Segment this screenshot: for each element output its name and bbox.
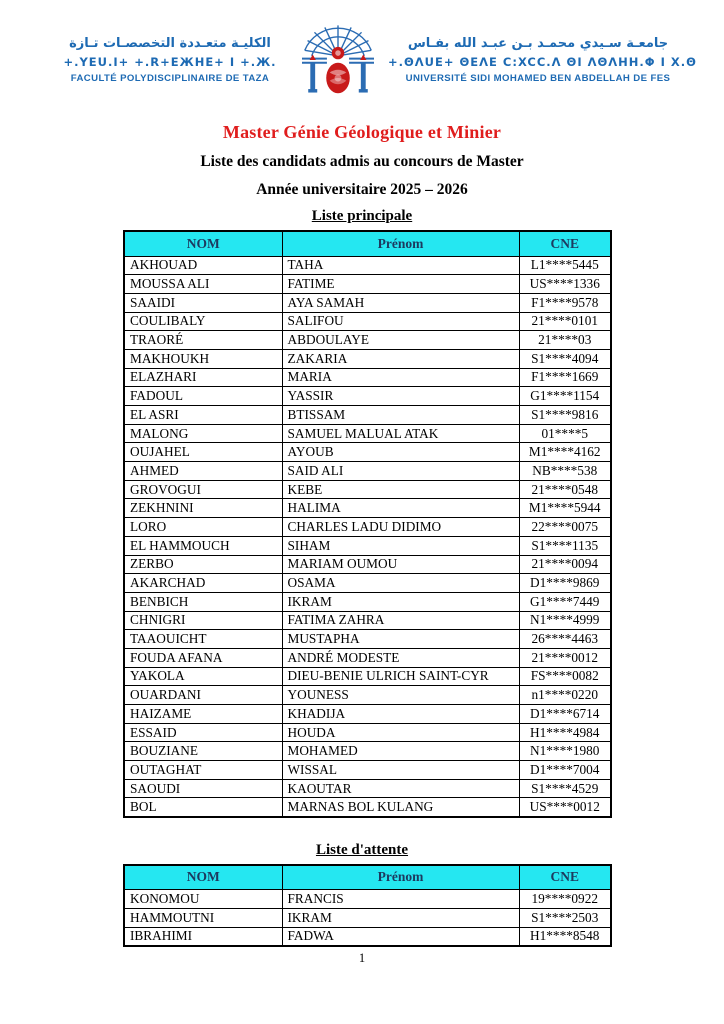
cell-cne: H1****4984 — [519, 723, 611, 742]
cell-cne: n1****0220 — [519, 686, 611, 705]
cell-nom: SAAIDI — [124, 293, 282, 312]
cell-prenom: FATIME — [282, 275, 519, 294]
cell-cne: NB****538 — [519, 462, 611, 481]
cell-cne: 21****03 — [519, 331, 611, 350]
cell-cne: US****0012 — [519, 798, 611, 817]
cell-prenom: YOUNESS — [282, 686, 519, 705]
cell-nom: BENBICH — [124, 592, 282, 611]
program-title: Master Génie Géologique et Minier — [222, 122, 502, 142]
table-row — [124, 779, 611, 798]
cell-nom: FADOUL — [124, 387, 282, 406]
table-row — [124, 331, 611, 350]
cell-cne: S1****1135 — [519, 536, 611, 555]
table-row — [124, 406, 611, 425]
cell-nom: EL ASRI — [124, 406, 282, 425]
cell-prenom: ANDRÉ MODESTE — [282, 648, 519, 667]
cell-prenom: MUSTAPHA — [282, 630, 519, 649]
cell-cne: F1****9578 — [519, 293, 611, 312]
cell-cne: 21****0012 — [519, 648, 611, 667]
cell-cne: S1****4529 — [519, 779, 611, 798]
cell-cne: US****1336 — [519, 275, 611, 294]
cell-cne: S1****9816 — [519, 406, 611, 425]
cell-nom: YAKOLA — [124, 667, 282, 686]
column-header-prenom: Prénom — [282, 231, 519, 256]
cell-nom: GROVOGUI — [124, 480, 282, 499]
table-row — [124, 742, 611, 761]
table-row — [124, 574, 611, 593]
cell-nom: OUJAHEL — [124, 443, 282, 462]
table-row — [124, 798, 611, 817]
cell-cne: FS****0082 — [519, 667, 611, 686]
cell-nom: CHNIGRI — [124, 611, 282, 630]
cell-nom: BOUZIANE — [124, 742, 282, 761]
cell-nom: SAOUDI — [124, 779, 282, 798]
column-header-nom: NOM — [124, 231, 282, 256]
cell-prenom: FATIMA ZAHRA — [282, 611, 519, 630]
cell-prenom: ABDOULAYE — [282, 331, 519, 350]
table-row — [124, 648, 611, 667]
cell-nom: MALONG — [124, 424, 282, 443]
cell-cne: D1****7004 — [519, 761, 611, 780]
cell-prenom: HOUDA — [282, 723, 519, 742]
cell-nom: COULIBALY — [124, 312, 282, 331]
faculty-name-tifinagh: +.YEU.I+ +.R+EЖHE+ I +.Ж. — [63, 54, 277, 69]
university-logo — [294, 24, 382, 96]
cell-prenom: MARIAM OUMOU — [282, 555, 519, 574]
cell-prenom: KEBE — [282, 480, 519, 499]
table-row — [124, 927, 611, 946]
waiting-list-label: Liste d'attente — [315, 841, 409, 858]
cell-prenom: SALIFOU — [282, 312, 519, 331]
cell-nom: ZERBO — [124, 555, 282, 574]
table-row — [124, 705, 611, 724]
cell-prenom: TAHA — [282, 256, 519, 275]
cell-prenom: WISSAL — [282, 761, 519, 780]
main-list-table — [123, 230, 612, 818]
cell-cne: M1****4162 — [519, 443, 611, 462]
table-row — [124, 256, 611, 275]
university-emblem-icon — [296, 24, 380, 96]
cell-cne: 01****5 — [519, 424, 611, 443]
table-row — [124, 611, 611, 630]
faculty-block — [52, 36, 288, 85]
institution-header — [52, 24, 697, 96]
cell-nom: ELAZHARI — [124, 368, 282, 387]
university-name-french: UNIVERSITÉ SIDI MOHAMED BEN ABDELLAH DE FES — [405, 72, 671, 84]
cell-prenom: SIHAM — [282, 536, 519, 555]
table-row — [124, 443, 611, 462]
table-row — [124, 349, 611, 368]
table-row — [124, 555, 611, 574]
cell-prenom: IKRAM — [282, 592, 519, 611]
cell-nom: TRAORÉ — [124, 331, 282, 350]
table-row — [124, 518, 611, 537]
cell-prenom: OSAMA — [282, 574, 519, 593]
cell-cne: D1****6714 — [519, 705, 611, 724]
main-list-body — [124, 256, 611, 817]
table-row — [124, 667, 611, 686]
cell-nom: ESSAID — [124, 723, 282, 742]
cell-nom: BOL — [124, 798, 282, 817]
table-row — [124, 761, 611, 780]
cell-prenom: CHARLES LADU DIDIMO — [282, 518, 519, 537]
cell-nom: MAKHOUKH — [124, 349, 282, 368]
university-name-tifinagh: +.ΘΛUE+ ΘEΛE C:XCC.Λ ΘI ΛΘΛHH.Φ I X.Θ — [388, 54, 697, 69]
cell-nom: OUTAGHAT — [124, 761, 282, 780]
document-subtitle: Liste des candidats admis au concours de Master — [200, 153, 524, 170]
cell-cne: 26****4463 — [519, 630, 611, 649]
cell-cne: N1****4999 — [519, 611, 611, 630]
cell-prenom: SAMUEL MALUAL ATAK — [282, 424, 519, 443]
table-row — [124, 536, 611, 555]
table-row — [124, 890, 611, 909]
cell-nom: OUARDANI — [124, 686, 282, 705]
table-row — [124, 275, 611, 294]
column-header-nom: NOM — [124, 865, 282, 890]
cell-nom: FOUDA AFANA — [124, 648, 282, 667]
cell-nom: HAMMOUTNI — [124, 908, 282, 927]
table-row — [124, 686, 611, 705]
cell-prenom: HALIMA — [282, 499, 519, 518]
cell-prenom: BTISSAM — [282, 406, 519, 425]
main-list-label: Liste principale — [311, 208, 413, 224]
table-row — [124, 908, 611, 927]
cell-prenom: MOHAMED — [282, 742, 519, 761]
table-row — [124, 368, 611, 387]
table-row — [124, 387, 611, 406]
cell-prenom: SAID ALI — [282, 462, 519, 481]
cell-nom: HAIZAME — [124, 705, 282, 724]
waiting-list-table — [123, 864, 612, 947]
cell-prenom: AYA SAMAH — [282, 293, 519, 312]
table-row — [124, 462, 611, 481]
cell-nom: LORO — [124, 518, 282, 537]
faculty-name-french: FACULTÉ POLYDISCIPLINAIRE DE TAZA — [70, 72, 270, 84]
table-row — [124, 480, 611, 499]
cell-prenom: FRANCIS — [282, 890, 519, 909]
column-header-cne: CNE — [519, 865, 611, 890]
cell-nom: AKHOUAD — [124, 256, 282, 275]
cell-cne: S1****4094 — [519, 349, 611, 368]
cell-prenom: ZAKARIA — [282, 349, 519, 368]
cell-prenom: MARNAS BOL KULANG — [282, 798, 519, 817]
column-header-prenom: Prénom — [282, 865, 519, 890]
table-header-row — [124, 231, 611, 256]
university-name-arabic: جامعـة سـيدي محمـد بـن عبـد الله بفـاس — [407, 35, 669, 51]
cell-cne: F1****1669 — [519, 368, 611, 387]
cell-cne: 19****0922 — [519, 890, 611, 909]
cell-nom: TAAOUICHT — [124, 630, 282, 649]
cell-prenom: YASSIR — [282, 387, 519, 406]
cell-cne: D1****9869 — [519, 574, 611, 593]
cell-prenom: KHADIJA — [282, 705, 519, 724]
cell-cne: S1****2503 — [519, 908, 611, 927]
cell-cne: M1****5944 — [519, 499, 611, 518]
cell-prenom: AYOUB — [282, 443, 519, 462]
cell-cne: 21****0548 — [519, 480, 611, 499]
cell-nom: AHMED — [124, 462, 282, 481]
cell-cne: H1****8548 — [519, 927, 611, 946]
cell-prenom: MARIA — [282, 368, 519, 387]
cell-nom: EL HAMMOUCH — [124, 536, 282, 555]
cell-nom: AKARCHAD — [124, 574, 282, 593]
cell-prenom: IKRAM — [282, 908, 519, 927]
academic-year: Année universitaire 2025 – 2026 — [256, 181, 468, 198]
cell-cne: 21****0094 — [519, 555, 611, 574]
table-row — [124, 293, 611, 312]
cell-nom: MOUSSA ALI — [124, 275, 282, 294]
waiting-list-body — [124, 890, 611, 946]
cell-prenom: DIEU-BENIE ULRICH SAINT-CYR — [282, 667, 519, 686]
cell-nom: KONOMOU — [124, 890, 282, 909]
table-row — [124, 630, 611, 649]
table-row — [124, 312, 611, 331]
table-header-row — [124, 865, 611, 890]
table-row — [124, 424, 611, 443]
cell-prenom: KAOUTAR — [282, 779, 519, 798]
cell-prenom: FADWA — [282, 927, 519, 946]
cell-cne: G1****1154 — [519, 387, 611, 406]
column-header-cne: CNE — [519, 231, 611, 256]
cell-cne: N1****1980 — [519, 742, 611, 761]
university-block — [388, 35, 697, 85]
page-number: 1 — [358, 951, 366, 965]
cell-nom: IBRAHIMI — [124, 927, 282, 946]
cell-cne: 22****0075 — [519, 518, 611, 537]
cell-cne: 21****0101 — [519, 312, 611, 331]
table-row — [124, 592, 611, 611]
table-row — [124, 723, 611, 742]
cell-cne: G1****7449 — [519, 592, 611, 611]
faculty-name-arabic: الكليـة متعـددة التخصصـات تـازة — [69, 35, 271, 51]
cell-cne: L1****5445 — [519, 256, 611, 275]
table-row — [124, 499, 611, 518]
cell-nom: ZEKHNINI — [124, 499, 282, 518]
